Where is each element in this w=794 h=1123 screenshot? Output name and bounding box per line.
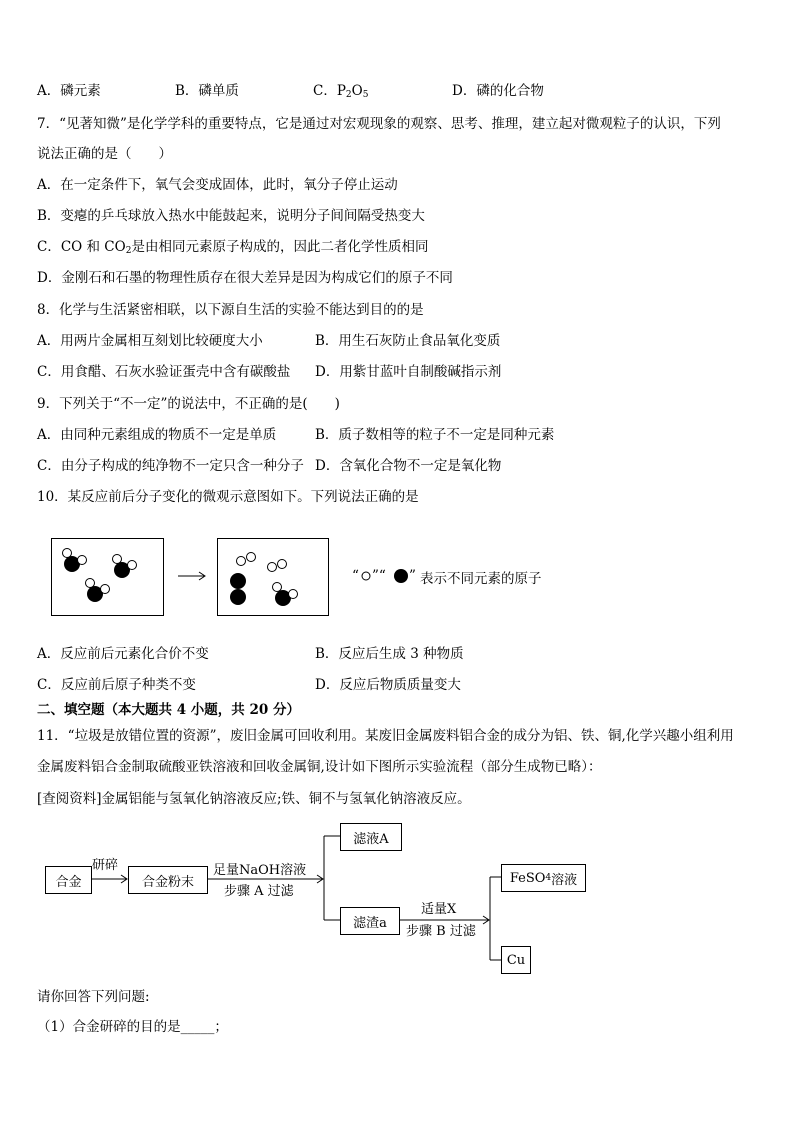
flow-box-feso4: FeSO 4 溶液 xyxy=(501,864,586,892)
option-a: A．磷元素 xyxy=(37,83,101,99)
flow-label-step-a: 步骤 A 过滤 xyxy=(224,884,294,899)
answer-blank[interactable]: _____ xyxy=(180,1019,215,1035)
legend-quote: ”“ xyxy=(372,568,386,584)
legend-quote: “ xyxy=(352,568,359,584)
flow-box-powder: 合金粉末 xyxy=(128,866,208,894)
section-title: 二、填空题（本大题共 4 小题，共 20 分） xyxy=(37,702,300,718)
legend-text: 表示不同元素的原子 xyxy=(420,571,542,587)
flow-box-alloy: 合金 xyxy=(45,866,92,894)
flow-label-step-b: 步骤 B 过滤 xyxy=(406,924,476,939)
flow-box-cu: Cu xyxy=(501,946,531,974)
question-stem: 说法正确的是（ ） xyxy=(37,146,172,162)
question-stem: 金属废料铝合金制取硫酸亚铁溶液和回收金属铜,设计如下图所示实验流程（部分生成物已略）： xyxy=(37,759,602,775)
option-a: A．用两片金属相互刻划比较硬度大小 xyxy=(37,333,263,349)
option-d: D．磷的化合物 xyxy=(452,83,544,99)
option-b: B．质子数相等的粒子不一定是同种元素 xyxy=(315,427,555,443)
flow-label-step-a: 足量NaOH溶液 xyxy=(213,863,307,878)
option-b: B．反应后生成 3 种物质 xyxy=(315,646,464,662)
option-c: C．$P_2O_5$ xyxy=(313,83,369,100)
option-d: D．用紫甘蓝叶自制酸碱指示剂 xyxy=(315,364,502,380)
option-d: D．反应后物质质量变大 xyxy=(315,677,461,693)
flow-label-step-b: 适量X xyxy=(421,902,457,917)
sub-question: （1）合金研碎的目的是_____； xyxy=(37,1019,228,1035)
option-c: C．反应前后原子种类不变 xyxy=(37,677,196,693)
option-b: B．磷单质 xyxy=(175,83,239,99)
prompt-text: 请你回答下列问题: xyxy=(37,989,150,1005)
question-stem: 7．“见著知微”是化学学科的重要特点，它是通过对宏观现象的观察、思考、推理，建立起对微观粒子的认识，下列 xyxy=(37,116,721,132)
option-a: A．由同种元素组成的物质不一定是单质 xyxy=(37,427,277,443)
flow-label-grind: 研碎 xyxy=(92,858,119,873)
question-stem: 8．化学与生活紧密相联，以下源自生活的实验不能达到目的的是 xyxy=(37,302,424,318)
option-a: A．在一定条件下，氧气会变成固体，此时，氧分子停止运动 xyxy=(37,177,398,193)
flow-box-residue: 滤渣a xyxy=(340,907,400,935)
legend-quote: ” xyxy=(409,568,416,584)
info-text: [查阅资料]金属铝能与氢氧化钠溶液反应;铁、铜不与氢氧化钠溶液反应。 xyxy=(37,791,471,807)
option-b: B．变瘪的乒乓球放入热水中能鼓起来，说明分子间间隔受热变大 xyxy=(37,208,425,224)
option-b: B．用生石灰防止食品氧化变质 xyxy=(315,333,501,349)
flow-box-filtrate: 滤液A xyxy=(340,823,402,851)
option-c: C．由分子构成的纯净物不一定只含一种分子 xyxy=(37,458,304,474)
option-a: A．反应前后元素化合价不变 xyxy=(37,646,209,662)
option-c: C．用食醋、石灰水验证蛋壳中含有碳酸盐 xyxy=(37,364,291,380)
option-d: D．含氧化合物不一定是氧化物 xyxy=(315,458,502,474)
question-stem: 11．“垃圾是放错位置的资源”，废旧金属可回收利用。某废旧金属废料铝合金的成分为铝、铁、铜,化学兴趣小组利用 xyxy=(37,728,734,744)
option-d: D．金刚石和石墨的物理性质存在很大差异是因为构成它们的原子不同 xyxy=(37,270,453,286)
question-stem: 9．下列关于“不一定”的说法中，不正确的是( ) xyxy=(37,396,340,412)
question-stem: 10．某反应前后分子变化的微观示意图如下。下列说法正确的是 xyxy=(37,489,419,505)
option-c: C．CO 和 $CO_2$是由相同元素原子构成的，因此二者化学性质相同 xyxy=(37,239,429,256)
